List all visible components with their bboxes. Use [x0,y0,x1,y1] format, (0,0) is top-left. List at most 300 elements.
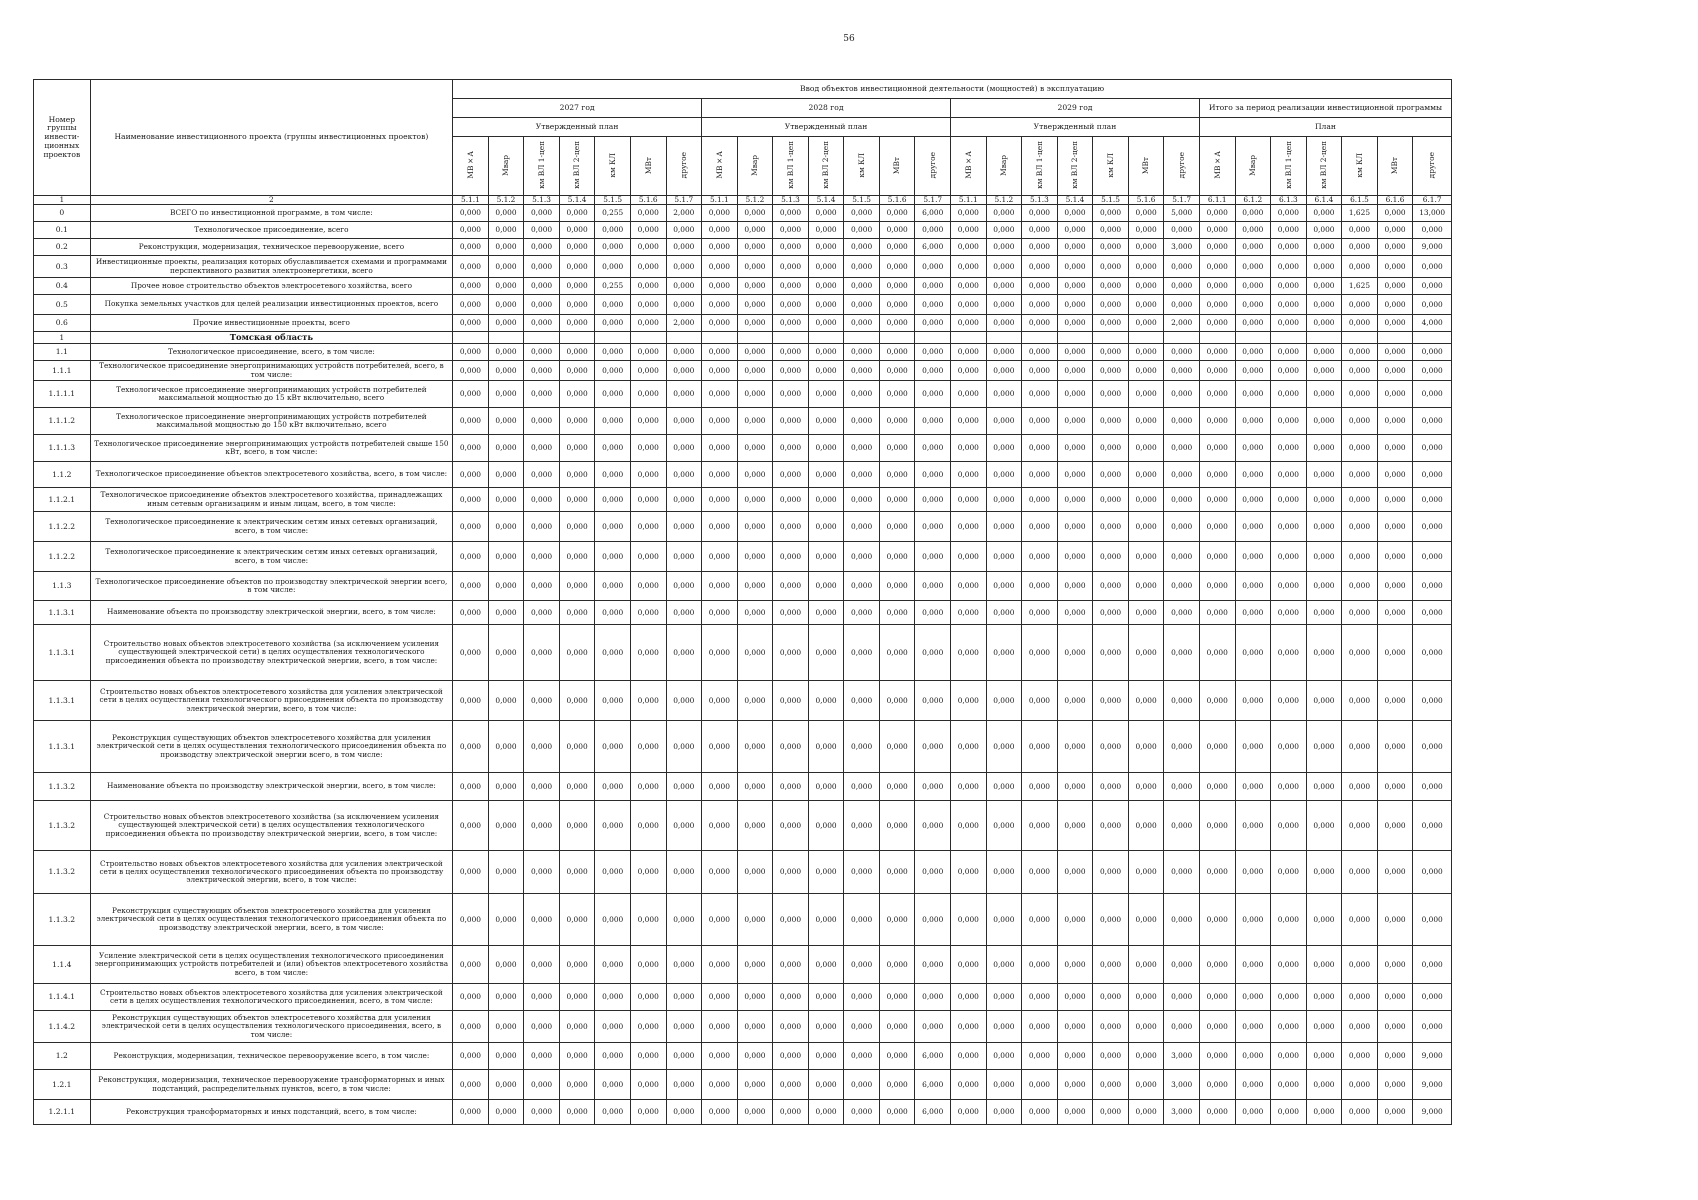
value-cell: 2,000 [666,315,702,332]
value-cell: 0,000 [951,542,987,572]
value-cell: 0,000 [773,315,809,332]
value-cell: 0,000 [879,1011,915,1043]
value-cell: 0,000 [986,462,1022,488]
value-cell [559,332,595,344]
value-cell: 0,000 [1022,344,1058,361]
value-cell: 0,000 [666,625,702,681]
value-cell: 0,000 [986,381,1022,408]
value-cell: 0,000 [1199,315,1235,332]
value-cell: 0,000 [453,344,489,361]
value-cell: 0,000 [986,601,1022,625]
value-cell: 0,000 [951,946,987,984]
row-number: 1.1.3.2 [34,801,91,851]
value-cell: 0,000 [524,894,560,946]
value-cell: 0,000 [1022,205,1058,222]
row-project-name: Прочие инвестиционные проекты, всего [90,315,452,332]
value-cell: 0,000 [1342,1070,1378,1100]
value-cell: 0,000 [986,1011,1022,1043]
value-cell: 0,000 [666,773,702,801]
value-cell: 0,000 [630,773,666,801]
value-cell: 0,000 [1271,851,1307,894]
value-cell: 0,000 [1235,625,1271,681]
value-cell: 0,000 [915,512,951,542]
value-cell [1128,332,1164,344]
value-cell: 9,000 [1413,1100,1452,1125]
value-cell: 0,000 [1271,205,1307,222]
value-cell: 0,000 [1128,315,1164,332]
value-cell: 0,000 [1377,721,1413,773]
value-cell: 0,000 [630,205,666,222]
table-row [34,801,1452,851]
value-cell: 0,000 [488,984,524,1011]
value-cell: 0,000 [915,894,951,946]
table-row [34,1070,1452,1100]
value-cell: 0,000 [1128,572,1164,601]
value-cell: 0,000 [488,408,524,435]
value-cell: 0,000 [1306,773,1342,801]
value-cell: 0,000 [666,1070,702,1100]
value-cell: 0,000 [1164,1011,1200,1043]
value-cell: 0,000 [1413,361,1452,381]
value-cell: 0,000 [844,295,880,315]
value-cell: 0,000 [915,773,951,801]
value-cell: 0,000 [1342,625,1378,681]
value-cell: 0,000 [1271,512,1307,542]
value-cell: 0,000 [1199,205,1235,222]
value-cell: 0,000 [737,408,773,435]
value-cell: 0,000 [1022,315,1058,332]
value-cell: 0,000 [808,435,844,462]
index-cell: 5.1.4 [808,196,844,205]
value-cell: 0,000 [666,1100,702,1125]
value-cell: 0,000 [1306,381,1342,408]
value-cell: 0,000 [808,361,844,381]
value-cell: 0,000 [1377,381,1413,408]
unit-label: другое [928,151,938,179]
value-cell: 0,000 [453,381,489,408]
value-cell: 0,000 [595,801,631,851]
value-cell: 0,000 [808,681,844,721]
value-cell: 0,000 [951,361,987,381]
value-cell: 0,000 [524,681,560,721]
value-cell: 0,000 [1377,361,1413,381]
value-cell: 0,000 [524,1070,560,1100]
value-cell: 0,000 [879,256,915,278]
unit-header [488,137,524,196]
unit-header [1377,137,1413,196]
value-cell: 0,000 [1306,681,1342,721]
value-cell [1413,332,1452,344]
value-cell: 0,000 [595,721,631,773]
value-cell: 0,000 [808,344,844,361]
value-cell: 0,000 [453,542,489,572]
value-cell: 0,000 [1235,601,1271,625]
header-plan-total: План [1199,118,1451,137]
value-cell: 0,000 [1093,381,1129,408]
value-cell: 0,000 [1377,344,1413,361]
value-cell: 0,000 [1271,488,1307,512]
unit-label: км ВЛ 2-цеп [1070,141,1080,190]
value-cell: 0,000 [559,801,595,851]
value-cell: 0,000 [453,681,489,721]
row-project-name: Строительство новых объектов электросетевого хозяйства для усиления электрической сети в целях осуществления технологического присоединения объекта по производству электрической энергии, всего, в том числе: [90,681,452,721]
value-cell: 0,000 [737,601,773,625]
value-cell: 0,000 [808,488,844,512]
value-cell: 0,000 [1377,542,1413,572]
value-cell: 0,000 [559,894,595,946]
value-cell: 0,000 [1128,851,1164,894]
value-cell: 0,000 [737,361,773,381]
row-number: 0.6 [34,315,91,332]
value-cell: 0,000 [524,381,560,408]
value-cell: 0,000 [1057,239,1093,256]
value-cell: 0,000 [1093,1011,1129,1043]
value-cell: 0,000 [1057,408,1093,435]
row-project-name: Технологическое присоединение объектов электросетевого хозяйства, всего, в том числе: [90,462,452,488]
value-cell: 0,000 [808,984,844,1011]
value-cell: 0,000 [737,462,773,488]
value-cell: 0,000 [1199,256,1235,278]
value-cell: 0,000 [488,315,524,332]
value-cell: 0,000 [844,512,880,542]
unit-header [1022,137,1058,196]
value-cell: 0,000 [1057,601,1093,625]
value-cell: 0,000 [1093,773,1129,801]
header-plan-2028: Утвержденный план [702,118,951,137]
value-cell: 0,000 [595,1100,631,1125]
value-cell: 0,000 [524,361,560,381]
value-cell: 0,000 [915,721,951,773]
table-row [34,315,1452,332]
value-cell: 0,000 [595,361,631,381]
row-project-name: Наименование объекта по производству электрической энергии, всего, в том числе: [90,601,452,625]
value-cell: 0,000 [1164,625,1200,681]
value-cell: 0,000 [1022,239,1058,256]
value-cell: 0,000 [737,256,773,278]
value-cell: 0,000 [559,435,595,462]
value-cell: 0,000 [844,721,880,773]
value-cell: 0,000 [1271,773,1307,801]
value-cell: 0,000 [951,239,987,256]
value-cell: 0,000 [1271,625,1307,681]
value-cell: 0,000 [488,462,524,488]
value-cell: 0,000 [702,381,738,408]
value-cell: 0,000 [1022,681,1058,721]
value-cell: 0,000 [595,408,631,435]
value-cell: 0,000 [1022,984,1058,1011]
value-cell: 0,000 [1235,488,1271,512]
value-cell: 0,000 [559,851,595,894]
value-cell: 0,000 [773,361,809,381]
value-cell: 0,000 [844,462,880,488]
value-cell: 0,000 [1199,295,1235,315]
value-cell: 0,000 [524,773,560,801]
value-cell: 0,000 [524,205,560,222]
value-cell: 0,000 [1057,295,1093,315]
value-cell: 0,000 [1199,381,1235,408]
value-cell: 0,000 [844,361,880,381]
value-cell: 0,000 [630,512,666,542]
value-cell: 0,000 [453,625,489,681]
value-cell: 0,000 [559,1070,595,1100]
unit-label: км КЛ [1354,152,1364,178]
value-cell: 0,000 [1342,681,1378,721]
value-cell: 0,000 [1093,278,1129,295]
value-cell: 0,000 [773,773,809,801]
value-cell: 0,000 [951,488,987,512]
value-cell: 0,000 [986,222,1022,239]
value-cell [1342,332,1378,344]
value-cell: 0,000 [1377,222,1413,239]
value-cell: 0,000 [1057,381,1093,408]
value-cell: 9,000 [1413,1043,1452,1070]
row-number: 1.1.4.2 [34,1011,91,1043]
value-cell: 0,000 [559,572,595,601]
value-cell: 0,000 [951,408,987,435]
unit-header [1164,137,1200,196]
value-cell: 0,000 [666,344,702,361]
value-cell: 0,000 [1235,315,1271,332]
value-cell: 0,000 [1235,681,1271,721]
value-cell: 0,000 [1128,681,1164,721]
value-cell: 0,000 [1235,512,1271,542]
row-number: 1.2.1 [34,1070,91,1100]
value-cell: 0,000 [488,1070,524,1100]
value-cell: 0,000 [524,1043,560,1070]
unit-header [808,137,844,196]
value-cell: 0,000 [1235,408,1271,435]
value-cell: 0,000 [1377,681,1413,721]
value-cell: 0,000 [1093,851,1129,894]
value-cell: 0,000 [488,278,524,295]
value-cell: 0,000 [1271,681,1307,721]
value-cell: 0,000 [1235,361,1271,381]
value-cell: 0,000 [1093,1100,1129,1125]
value-cell: 0,000 [1057,435,1093,462]
value-cell: 0,000 [666,1043,702,1070]
value-cell: 0,000 [1022,381,1058,408]
value-cell: 0,000 [524,222,560,239]
value-cell: 0,000 [488,773,524,801]
value-cell: 0,000 [1235,239,1271,256]
value-cell: 0,000 [702,773,738,801]
value-cell: 0,000 [1342,542,1378,572]
value-cell: 0,000 [915,601,951,625]
value-cell: 0,000 [1342,512,1378,542]
value-cell: 0,000 [1377,435,1413,462]
value-cell: 0,000 [1093,315,1129,332]
value-cell: 0,000 [1093,1070,1129,1100]
value-cell: 0,000 [808,512,844,542]
value-cell: 0,000 [1306,435,1342,462]
value-cell: 0,000 [595,572,631,601]
value-cell: 0,000 [844,1100,880,1125]
value-cell: 0,000 [1271,801,1307,851]
value-cell: 0,000 [773,408,809,435]
value-cell: 0,000 [879,512,915,542]
value-cell: 0,000 [524,946,560,984]
value-cell: 0,000 [630,984,666,1011]
value-cell: 0,000 [773,462,809,488]
value-cell: 0,000 [1413,601,1452,625]
value-cell: 0,000 [1199,625,1235,681]
value-cell: 0,000 [453,1070,489,1100]
index-row [34,196,1452,205]
value-cell: 0,000 [808,1070,844,1100]
value-cell: 0,000 [773,984,809,1011]
value-cell: 0,000 [808,946,844,984]
value-cell: 0,000 [915,801,951,851]
row-number: 0 [34,205,91,222]
value-cell: 0,000 [1164,681,1200,721]
value-cell: 0,000 [879,572,915,601]
value-cell: 0,000 [1057,851,1093,894]
value-cell: 0,000 [1271,361,1307,381]
value-cell: 0,000 [1235,773,1271,801]
value-cell: 0,000 [1057,205,1093,222]
value-cell: 0,000 [524,721,560,773]
value-cell [1164,332,1200,344]
value-cell: 0,000 [1057,1100,1093,1125]
value-cell: 0,000 [1413,851,1452,894]
value-cell: 0,000 [1022,721,1058,773]
table-row [34,361,1452,381]
value-cell: 0,000 [453,205,489,222]
value-cell: 0,000 [1306,205,1342,222]
value-cell: 6,000 [915,205,951,222]
unit-header [1235,137,1271,196]
value-cell: 6,000 [915,1100,951,1125]
value-cell: 0,000 [666,295,702,315]
value-cell: 0,000 [737,542,773,572]
value-cell: 0,000 [630,801,666,851]
value-cell [1235,332,1271,344]
value-cell: 0,000 [773,1011,809,1043]
value-cell [1271,332,1307,344]
value-cell: 0,000 [1093,601,1129,625]
value-cell: 0,000 [524,984,560,1011]
value-cell: 0,000 [773,381,809,408]
value-cell: 0,000 [1271,1043,1307,1070]
value-cell: 0,000 [1413,572,1452,601]
value-cell: 0,000 [1306,572,1342,601]
value-cell: 0,000 [1022,222,1058,239]
index-cell: 5.1.7 [1164,196,1200,205]
value-cell: 0,000 [595,239,631,256]
value-cell: 0,000 [1128,435,1164,462]
row-number: 0.4 [34,278,91,295]
value-cell: 0,000 [1164,512,1200,542]
value-cell: 0,000 [737,512,773,542]
value-cell: 0,000 [524,488,560,512]
value-cell: 0,000 [951,222,987,239]
value-cell: 0,000 [1057,894,1093,946]
value-cell: 0,000 [1057,773,1093,801]
value-cell: 0,000 [844,542,880,572]
value-cell: 0,000 [702,488,738,512]
value-cell: 0,000 [595,946,631,984]
value-cell: 0,000 [1413,625,1452,681]
value-cell: 0,000 [986,1100,1022,1125]
value-cell: 0,000 [951,681,987,721]
value-cell: 0,000 [1342,1100,1378,1125]
value-cell: 0,000 [1199,239,1235,256]
value-cell: 0,000 [630,601,666,625]
value-cell: 0,000 [595,512,631,542]
value-cell: 0,000 [1057,721,1093,773]
value-cell: 0,000 [1271,462,1307,488]
value-cell: 0,000 [1271,894,1307,946]
value-cell: 0,000 [1057,344,1093,361]
value-cell: 0,000 [1022,894,1058,946]
value-cell: 0,000 [1128,984,1164,1011]
value-cell: 0,000 [595,435,631,462]
value-cell: 0,000 [1057,222,1093,239]
value-cell: 0,000 [773,239,809,256]
value-cell: 0,000 [524,801,560,851]
value-cell: 0,000 [879,381,915,408]
unit-header [773,137,809,196]
table-row [34,1011,1452,1043]
value-cell: 0,000 [737,222,773,239]
value-cell: 0,000 [879,1070,915,1100]
value-cell: 0,000 [630,408,666,435]
index-cell: 6.1.6 [1377,196,1413,205]
unit-label: другое [679,151,689,179]
value-cell: 0,000 [915,278,951,295]
unit-label: км КЛ [1105,152,1115,178]
index-cell: 5.1.2 [737,196,773,205]
value-cell: 0,000 [879,315,915,332]
table-row [34,344,1452,361]
value-cell: 0,000 [879,408,915,435]
value-cell: 0,000 [453,222,489,239]
value-cell: 9,000 [1413,1070,1452,1100]
value-cell: 0,000 [666,542,702,572]
value-cell: 0,000 [1022,408,1058,435]
value-cell: 0,000 [630,1070,666,1100]
value-cell: 0,000 [737,239,773,256]
value-cell: 0,000 [1235,801,1271,851]
value-cell: 0,000 [879,239,915,256]
row-project-name: Технологическое присоединение энергопринимающих устройств потребителей максимальной мощностью до 150 кВт включительно, всего [90,408,452,435]
value-cell: 0,000 [1199,512,1235,542]
value-cell: 0,000 [1128,344,1164,361]
unit-label: км ВЛ 1-цеп [1034,141,1044,190]
value-cell [488,332,524,344]
table-row [34,601,1452,625]
value-cell: 0,000 [1413,984,1452,1011]
row-number: 1.2 [34,1043,91,1070]
value-cell: 0,000 [737,773,773,801]
value-cell: 0,000 [808,1100,844,1125]
value-cell: 0,000 [915,222,951,239]
value-cell: 0,000 [559,278,595,295]
value-cell: 0,000 [524,295,560,315]
value-cell: 0,000 [986,625,1022,681]
value-cell: 0,000 [1199,435,1235,462]
value-cell: 0,000 [737,278,773,295]
value-cell: 0,000 [844,435,880,462]
value-cell: 0,000 [666,894,702,946]
value-cell: 0,000 [915,946,951,984]
value-cell: 0,000 [1235,1011,1271,1043]
value-cell: 0,000 [488,381,524,408]
value-cell: 0,000 [595,984,631,1011]
value-cell: 0,000 [666,512,702,542]
value-cell: 0,000 [1306,512,1342,542]
value-cell: 0,000 [453,721,489,773]
